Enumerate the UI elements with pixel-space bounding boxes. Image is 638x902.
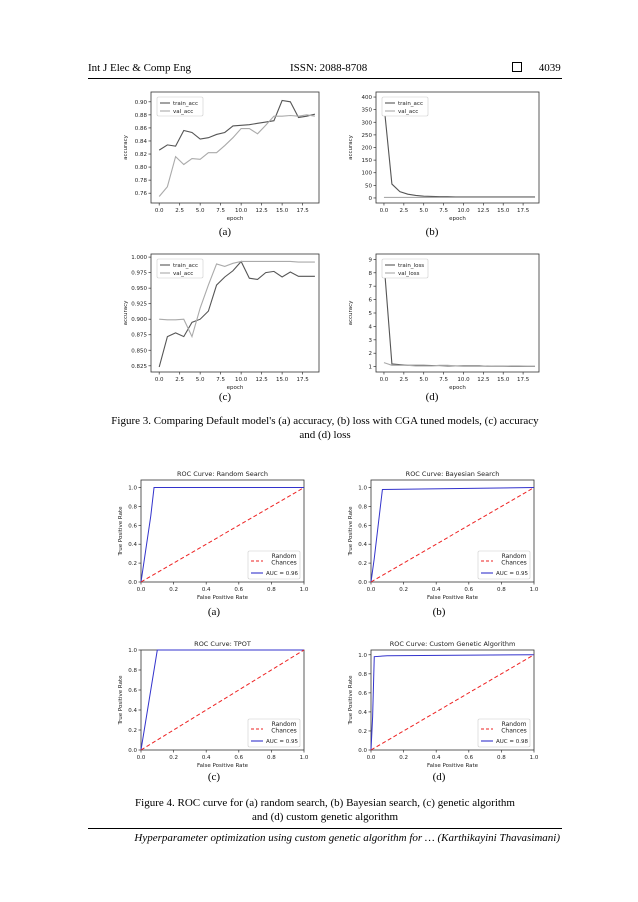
fig4a-xtick-label: 0.6 (234, 587, 244, 593)
fig3c-accuracy-plot (115, 250, 325, 392)
fig4-label-a: (a) (207, 606, 221, 618)
fig3a-xtick-label: 2.5 (175, 208, 185, 214)
fig3c-xlabel: epoch (226, 385, 244, 391)
fig4c-ytick-label: 1.0 (128, 648, 137, 654)
fig3d-ytick-label: 9 (368, 257, 372, 264)
fig3a-ytick-label: 0.82 (134, 152, 147, 159)
fig4d-ytick-label: 0.2 (358, 728, 367, 735)
running-header-issn: ISSN: 2088-8708 (290, 62, 368, 74)
fig4b-ytick-label: 0.6 (358, 523, 367, 530)
fig3d-legend-label: val_loss (398, 271, 420, 277)
fig3c-legend-label: val_acc (173, 271, 194, 277)
fig4c-legend-label-chance-word: Random (271, 721, 297, 728)
fig3b-series-train-loss (384, 105, 535, 197)
fig4c-legend-label-chance-word: Chances (271, 727, 297, 735)
fig4b-ytick-label: 0.8 (358, 504, 367, 511)
fig4a-xtick-label: 0.0 (136, 587, 146, 593)
fig3d-xtick-label: 12.5 (477, 377, 490, 383)
fig3b-loss-plot (340, 88, 545, 223)
fig3a-ytick-label: 0.90 (134, 99, 147, 106)
fig3c-xtick-label: 0.0 (154, 377, 164, 383)
running-header-page (512, 62, 561, 74)
fig4b-title: ROC Curve: Bayesian Search (405, 470, 500, 478)
fig3c-xtick-label: 10.0 (235, 377, 248, 383)
fig4c-ytick-label: 0.8 (128, 668, 137, 674)
fig3c-xtick-label: 7.5 (216, 377, 226, 383)
fig3d-xlabel: epoch (449, 385, 466, 391)
fig3c-ytick-label: 0.900 (131, 317, 147, 324)
fig4a-xlabel: False Positive Rate (196, 595, 249, 601)
fig3c-ylabel: accuracy (123, 300, 129, 326)
fig4c-xtick-label: 0.6 (234, 755, 244, 761)
fig3d-loss-plot (340, 250, 545, 392)
fig4c-ytick-label: 0.0 (128, 748, 137, 754)
fig3c-ytick-label: 0.950 (131, 286, 147, 293)
fig4c-xtick-label: 0.4 (201, 755, 211, 761)
fig4b-xtick-label: 0.2 (399, 587, 408, 593)
fig3d-ytick-label: 6 (368, 297, 372, 304)
fig3a-series-val-acc (159, 115, 315, 197)
fig4b-ytick-label: 0.0 (358, 580, 367, 586)
fig4d-title: ROC Curve: Custom Genetic Algorithm (389, 640, 516, 648)
fig4c-ytick-label: 0.6 (128, 688, 137, 694)
fig3c-ytick-label: 0.925 (131, 301, 147, 308)
figure4-caption-line2: and (d) custom genetic algorithm (251, 811, 398, 823)
fig4a-title: ROC Curve: Random Search (177, 470, 268, 478)
page-number: 4039 (538, 62, 561, 74)
figure3-caption (88, 414, 562, 442)
fig4a-ytick-label: 0.6 (128, 523, 137, 530)
fig4a-ylabel: True Positive Rate (118, 506, 124, 556)
fig3a-xtick-label: 0.0 (154, 208, 164, 214)
fig3-label-b: (b) (425, 226, 439, 238)
fig4-label-b: (b) (432, 606, 446, 618)
fig3a-ytick-label: 0.86 (134, 125, 147, 132)
fig3b-ytick-label: 50 (365, 183, 372, 190)
fig3a-ytick-label: 0.76 (134, 191, 147, 198)
fig3d-ytick-label: 8 (368, 270, 372, 277)
fig3a-ylabel: accuracy (123, 135, 129, 160)
fig3b-xtick-label: 5.0 (419, 208, 429, 214)
fig4b-ytick-label: 1.0 (358, 485, 367, 492)
fig4c-legend-label-auc: AUC = 0.95 (266, 739, 298, 745)
fig4a-xtick-label: 0.8 (267, 587, 276, 593)
fig3b-ytick-label: 400 (361, 95, 372, 102)
fig4d-xtick-label: 0.8 (497, 755, 506, 761)
fig4b-roc-bayesian-search (345, 466, 540, 602)
fig3c-ytick-label: 0.850 (131, 348, 147, 355)
fig3d-ytick-label: 5 (368, 311, 372, 317)
fig4d-ytick-label: 0.0 (358, 748, 367, 754)
fig4c-legend-label-chance (271, 721, 297, 735)
fig4d-ylabel: True Positive Rate (348, 675, 354, 725)
fig3a-xtick-label: 15.0 (275, 208, 289, 214)
fig4a-ytick-label: 0.4 (128, 542, 137, 549)
fig3a-legend-label: train_acc (173, 101, 198, 107)
fig4d-xtick-label: 1.0 (529, 755, 539, 761)
fig3d-ytick-label: 1 (368, 364, 372, 371)
fig3b-ytick-label: 250 (361, 132, 372, 139)
fig4a-ytick-label: 0.2 (128, 561, 137, 568)
fig3a-accuracy-plot (115, 88, 325, 223)
fig4d-xtick-label: 0.0 (366, 755, 376, 761)
fig4d-ytick-label: 1.0 (358, 652, 367, 659)
fig4b-xtick-label: 0.6 (464, 587, 474, 593)
fig4c-xlabel: False Positive Rate (196, 763, 249, 769)
fig4c-xtick-label: 0.8 (267, 755, 276, 761)
fig3d-series-val-loss (384, 363, 535, 367)
fig3d-xtick-label: 2.5 (399, 377, 409, 383)
fig4d-ytick-label: 0.8 (358, 671, 367, 678)
fig3b-ytick-label: 100 (361, 170, 372, 177)
fig3d-xtick-label: 0.0 (379, 377, 389, 383)
fig3d-xtick-label: 7.5 (439, 377, 448, 383)
fig3d-xtick-label: 17.5 (516, 377, 530, 383)
fig3c-ytick-label: 0.975 (131, 270, 147, 277)
fig4d-ytick-label: 0.6 (358, 690, 367, 697)
fig4b-legend-label-chance (501, 553, 527, 567)
fig4a-legend-label-chance-word: Random (271, 553, 297, 560)
fig3d-ytick-label: 7 (368, 284, 372, 291)
fig3a-xtick-label: 5.0 (195, 208, 205, 214)
fig4b-legend-label-chance-word: Random (501, 553, 527, 560)
fig4d-legend-label-chance (501, 721, 527, 735)
fig4a-roc-random-search (115, 466, 310, 602)
fig3b-ytick-label: 200 (361, 145, 372, 152)
fig3c-ytick-label: 0.875 (131, 332, 147, 339)
fig3b-ylabel: accuracy (348, 135, 354, 160)
fig4a-ytick-label: 1.0 (128, 485, 137, 492)
fig3a-legend-label: val_acc (173, 109, 194, 115)
running-footer: Hyperparameter optimization using custom genetic algorithm for … (Karthikayini Thavasimani) (134, 832, 560, 844)
fig4a-legend-label-auc: AUC = 0.96 (266, 571, 298, 577)
fig4a-xtick-label: 0.4 (201, 587, 211, 593)
fig3a-xtick-label: 17.5 (296, 208, 309, 214)
fig4a-xtick-label: 1.0 (299, 587, 309, 593)
fig4c-title: ROC Curve: TPOT (194, 640, 251, 648)
fig4c-ylabel: True Positive Rate (118, 675, 124, 725)
fig3b-xtick-label: 7.5 (439, 208, 448, 214)
fig4d-xtick-label: 0.6 (464, 755, 474, 761)
fig4d-legend-label-auc: AUC = 0.98 (496, 739, 528, 745)
fig3a-xtick-label: 12.5 (255, 208, 268, 214)
fig3b-xtick-label: 2.5 (399, 208, 409, 214)
fig4d-legend-label-chance-word: Random (501, 721, 527, 728)
figure3-caption-line2: and (d) loss (299, 429, 351, 441)
fig4c-ytick-label: 0.4 (128, 708, 137, 714)
fig3d-xtick-label: 5.0 (419, 377, 429, 383)
fig4d-xlabel: False Positive Rate (426, 763, 479, 769)
fig3c-legend-label: train_acc (173, 263, 198, 269)
fig3b-ytick-label: 0 (368, 195, 372, 202)
fig3a-ytick-label: 0.84 (134, 138, 147, 145)
fig3d-ytick-label: 4 (368, 324, 372, 331)
fig4b-xtick-label: 1.0 (529, 587, 539, 593)
fig4b-ytick-label: 0.2 (358, 561, 367, 568)
fig3b-legend-label: train_acc (398, 101, 423, 107)
fig3d-ylabel: accuracy (348, 300, 354, 326)
fig4d-xtick-label: 0.2 (399, 755, 408, 761)
figure4-caption-line1: Figure 4. ROC curve for (a) random search, (b) Bayesian search, (c) genetic algorithm (135, 797, 515, 809)
figure3-caption-line1: Figure 3. Comparing Default model's (a) accuracy, (b) loss with CGA tuned models, (c) accuracy (111, 415, 539, 427)
fig3c-xtick-label: 2.5 (175, 377, 185, 383)
fig3c-ytick-label: 0.825 (131, 363, 147, 370)
fig4a-ytick-label: 0.8 (128, 504, 137, 511)
fig3-label-d: (d) (425, 391, 439, 403)
fig4d-xtick-label: 0.4 (431, 755, 441, 761)
fig3-label-a: (a) (218, 226, 232, 238)
figure4-caption (88, 796, 562, 824)
fig3b-legend-label: val_acc (398, 109, 419, 115)
fig3a-ytick-label: 0.88 (134, 112, 147, 119)
checkbox-glyph-icon (512, 62, 522, 72)
fig3d-ytick-label: 3 (368, 337, 372, 344)
fig3a-xlabel: epoch (226, 216, 244, 222)
fig4-label-c: (c) (207, 771, 221, 783)
footer-rule (88, 828, 562, 829)
fig4a-ytick-label: 0.0 (128, 580, 137, 586)
fig4-label-d: (d) (432, 771, 446, 783)
fig3b-xtick-label: 10.0 (457, 208, 470, 214)
fig4a-xtick-label: 0.2 (169, 587, 178, 593)
fig4c-xtick-label: 0.0 (136, 755, 146, 761)
fig3b-ytick-label: 150 (361, 158, 372, 165)
fig3d-legend-label: train_loss (398, 263, 425, 269)
fig3a-xtick-label: 10.0 (235, 208, 248, 214)
fig4b-ytick-label: 0.4 (358, 542, 367, 549)
fig4c-xtick-label: 1.0 (299, 755, 309, 761)
fig3d-xtick-label: 10.0 (457, 377, 470, 383)
fig3a-ytick-label: 0.78 (134, 178, 147, 185)
fig4b-xtick-label: 0.0 (366, 587, 376, 593)
fig3a-ytick-label: 0.80 (134, 165, 147, 172)
fig3d-xtick-label: 15.0 (497, 377, 510, 383)
header-rule (88, 78, 562, 79)
fig3b-xtick-label: 0.0 (379, 208, 389, 214)
fig3c-ytick-label: 1.000 (131, 255, 147, 262)
fig4d-legend-label-chance-word: Chances (501, 727, 527, 735)
fig4b-legend-label-chance-word: Chances (501, 559, 527, 567)
fig4b-legend-label-auc: AUC = 0.95 (496, 571, 528, 577)
fig3c-xtick-label: 15.0 (275, 377, 289, 383)
fig4a-legend-label-chance (271, 553, 297, 567)
fig3b-ytick-label: 350 (361, 107, 372, 114)
fig4b-ylabel: True Positive Rate (348, 506, 354, 556)
fig3c-xtick-label: 5.0 (195, 377, 205, 383)
fig3b-xtick-label: 17.5 (516, 208, 530, 214)
fig3c-xtick-label: 12.5 (255, 377, 268, 383)
fig4d-ytick-label: 0.4 (358, 709, 367, 716)
fig3b-xlabel: epoch (449, 216, 466, 222)
fig4b-xtick-label: 0.4 (431, 587, 441, 593)
fig3b-xtick-label: 15.0 (497, 208, 510, 214)
fig4a-legend-label-chance-word: Chances (271, 559, 297, 567)
fig4c-roc-tpot (115, 636, 310, 770)
fig3b-ytick-label: 300 (361, 120, 372, 127)
fig3b-xtick-label: 12.5 (477, 208, 490, 214)
fig3a-xtick-label: 7.5 (216, 208, 226, 214)
running-header-journal: Int J Elec & Comp Eng (88, 62, 191, 74)
fig3c-xtick-label: 17.5 (296, 377, 309, 383)
fig4c-xtick-label: 0.2 (169, 755, 178, 761)
fig4b-xtick-label: 0.8 (497, 587, 506, 593)
fig4b-xlabel: False Positive Rate (426, 595, 479, 601)
fig3-label-c: (c) (218, 391, 232, 403)
fig4d-roc-custom-genetic-algorithm (345, 636, 540, 770)
fig3d-ytick-label: 2 (368, 351, 372, 358)
fig4c-ytick-label: 0.2 (128, 728, 137, 734)
